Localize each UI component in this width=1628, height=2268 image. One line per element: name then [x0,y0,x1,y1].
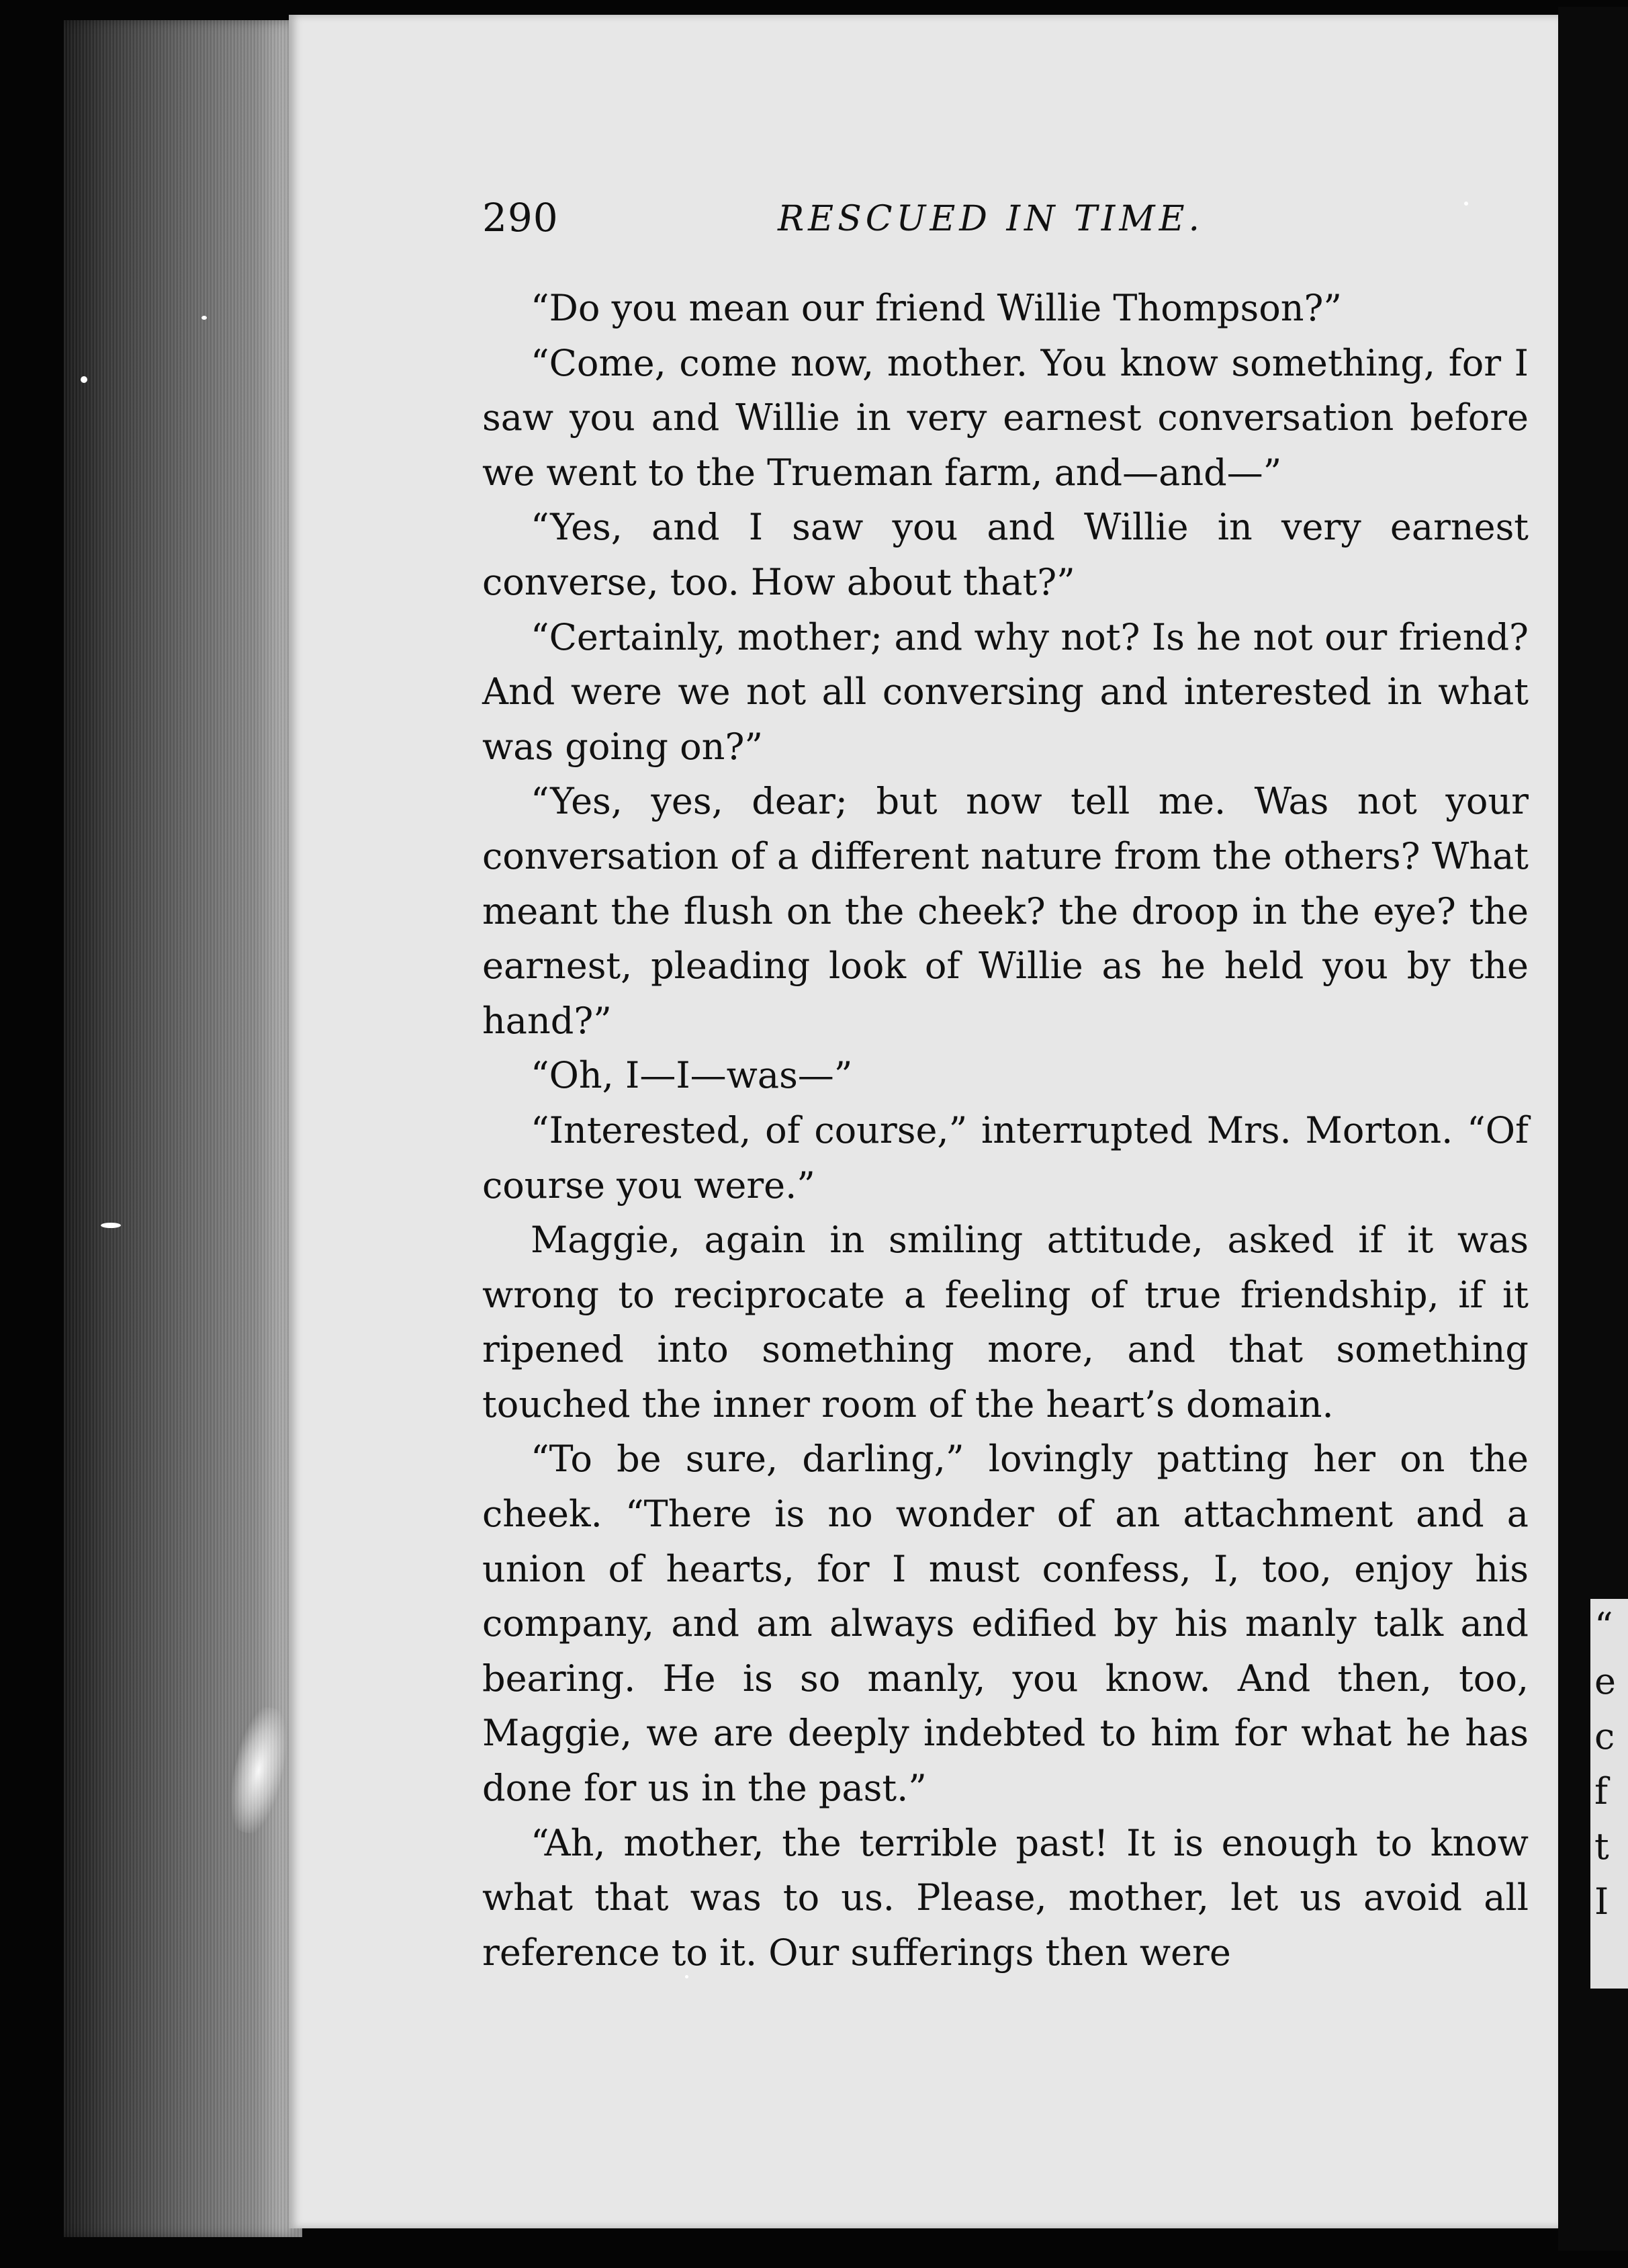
paragraph: “To be sure, darling,” lovingly patting her on the cheek. “There is no wonder of an attachment and a union of hearts, for I must confess, I, too, enjoy his company, and am always edified by his manly talk and bearing. He is so manly, you know. And then, too, Maggie, we are deeply indebted to him for what he has done for us in the past.” [482,1438,1529,1810]
dust-speck [81,376,87,383]
paragraph: “Do you mean our friend Willie Thompson?” [531,287,1343,329]
dust-speck [685,1975,688,1978]
paragraph: “Yes, yes, dear; but now tell me. Was not your conversation of a different nature from the others? What meant the flush on the cheek? the droop in the eye? the earnest, pleading look of Willie as he held you by the hand?” [482,780,1529,1042]
next-page-fragment [1590,1599,1628,1989]
page-number: 290 [482,195,559,241]
running-title: RESCUED IN TIME. [778,199,1204,239]
paragraph: “Ah, mother, the terrible past! It is enough to know what that was to us. Please, mother, let us avoid all reference to it. Our sufferings then were [482,1821,1529,1974]
next-page-char: I [1594,1880,1609,1923]
book-page-edges [64,20,302,2237]
dust-speck [101,1223,121,1228]
paragraph: Maggie, again in smiling attitude, asked if it was wrong to reciprocate a feeling of true friendship, if it ripened into something more, and that something touched the inner room of the heart’s domain. [482,1219,1529,1426]
paragraph: “Come, come now, mother. You know something, for I saw you and Willie in very earnest conversation before we went to the Trueman farm, and—and—” [482,341,1529,494]
body-text [482,281,1529,1980]
next-page-char: e [1594,1660,1616,1702]
next-page-char: c [1594,1715,1615,1757]
paragraph: “Yes, and I saw you and Willie in very earnest converse, too. How about that?” [482,506,1529,603]
paragraph: “Certainly, mother; and why not? Is he not our friend? And were we not all conversing and interested in what was going on?” [482,615,1529,768]
dust-speck [1464,202,1468,206]
paragraph: “Interested, of course,” interrupted Mrs. Morton. “Of course you were.” [482,1108,1529,1207]
next-page-char: f [1594,1770,1608,1813]
next-page-char: t [1594,1825,1609,1868]
dust-speck [201,316,207,320]
next-page-char: “ [1594,1605,1613,1647]
page-header [482,195,1530,255]
paragraph: “Oh, I—I—was—” [531,1054,853,1097]
